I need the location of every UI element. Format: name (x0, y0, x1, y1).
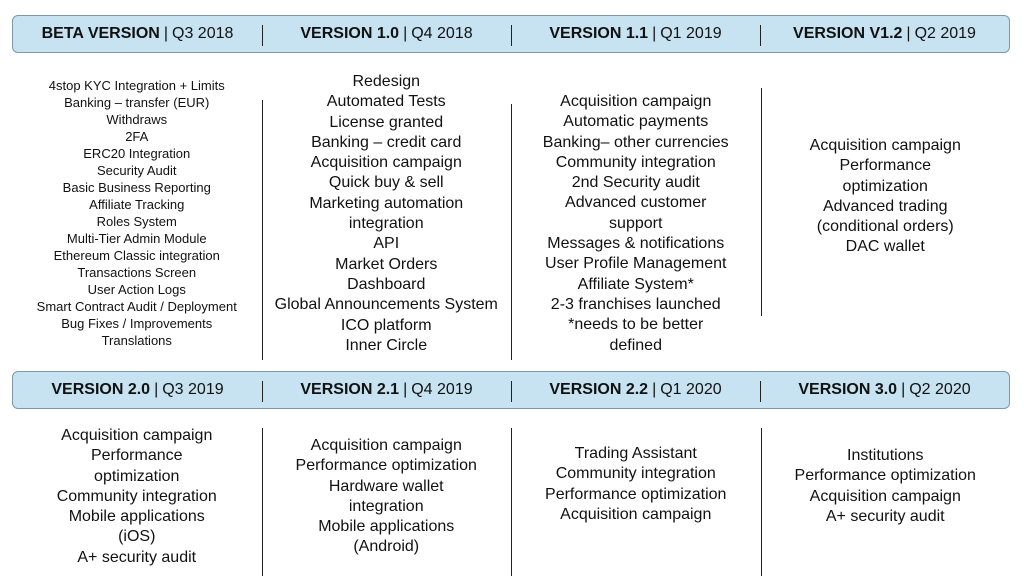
feature-item: Acquisition campaign (310, 154, 462, 172)
feature-item: Advanced trading (822, 197, 948, 215)
feature-item: Market Orders (335, 255, 438, 273)
feature-item: Redesign (352, 73, 421, 90)
version-quarter: Q1 2020 (660, 381, 722, 398)
feature-item: DAC wallet (845, 238, 925, 256)
feature-item: Dashboard (347, 275, 426, 293)
feature-item: Community integration (555, 465, 716, 483)
version-name: VERSION 2.1 (300, 381, 400, 398)
feature-item: License granted (329, 113, 444, 131)
features-version-1-0 (262, 70, 512, 360)
feature-item: support (609, 214, 663, 232)
version-quarter: Q2 2019 (914, 25, 976, 42)
header-separator: | (906, 25, 911, 42)
features-version-2-2 (511, 420, 761, 576)
header-separator: | (403, 25, 408, 42)
feature-list (543, 92, 729, 356)
feature-item: Acquisition campaign (809, 137, 961, 154)
version-name: VERSION 1.1 (549, 25, 649, 42)
feature-item: Banking – credit card (311, 133, 462, 151)
version-quarter: Q3 2018 (172, 25, 234, 42)
version-quarter: Q4 2019 (411, 381, 473, 398)
feature-item: Acquisition campaign (61, 427, 213, 444)
header-separator: | (163, 25, 168, 42)
feature-item: Marketing automation (309, 194, 464, 212)
feature-item: 2FA (125, 129, 149, 144)
feature-item: Banking– other currencies (542, 133, 729, 151)
feature-item: Messages & notifications (547, 235, 725, 253)
column-divider (511, 104, 512, 360)
feature-item: optimization (94, 467, 180, 485)
feature-item: *needs to be better (568, 316, 704, 334)
version-name: VERSION 2.0 (51, 381, 151, 398)
feature-item: Performance (839, 157, 932, 175)
header-version-2-1 (262, 372, 511, 408)
feature-item: Bug Fixes / Improvements (61, 316, 213, 331)
feature-item: Acquisition campaign (809, 487, 961, 505)
roadmap-header-row-2 (12, 371, 1010, 409)
feature-item: Acquisition campaign (310, 437, 462, 454)
feature-item: Performance optimization (545, 485, 727, 503)
feature-list (296, 436, 477, 558)
feature-item: Performance (90, 447, 183, 465)
version-quarter: Q4 2018 (411, 25, 473, 42)
feature-item: optimization (842, 177, 928, 195)
feature-item: Security Audit (97, 163, 177, 178)
header-version-1-0 (262, 16, 511, 52)
feature-item: Affiliate Tracking (89, 197, 185, 212)
feature-item: Withdraws (106, 112, 168, 127)
version-quarter: Q1 2019 (660, 25, 722, 42)
feature-item: API (373, 235, 400, 253)
feature-item: Acquisition campaign (560, 93, 712, 110)
feature-item: Quick buy & sell (328, 174, 444, 192)
feature-item: Global Announcements System (274, 296, 498, 314)
feature-item: Banking – transfer (EUR) (64, 95, 210, 110)
feature-item: integration (348, 497, 424, 515)
feature-item: Hardware wallet (328, 477, 444, 495)
column-divider (761, 428, 762, 576)
feature-item: Mobile applications (318, 518, 455, 536)
feature-item: (conditional orders) (816, 218, 954, 236)
feature-item: Transactions Screen (77, 265, 197, 280)
header-separator: | (403, 381, 408, 398)
feature-item: Mobile applications (68, 508, 205, 526)
column-divider (511, 428, 512, 576)
header-beta-version (13, 16, 262, 52)
version-name: BETA VERSION (41, 25, 160, 42)
feature-item: Automatic payments (563, 113, 709, 131)
feature-item: Multi-Tier Admin Module (66, 231, 207, 246)
feature-item: Affiliate System* (577, 275, 694, 293)
feature-list (275, 72, 498, 356)
feature-item: Inner Circle (345, 336, 428, 354)
feature-item: Performance optimization (295, 457, 477, 475)
feature-item: Smart Contract Audit / Deployment (36, 299, 237, 314)
feature-item: Ethereum Classic integration (53, 248, 220, 263)
features-beta-version (12, 70, 262, 360)
features-version-1-2 (761, 70, 1011, 360)
version-quarter: Q3 2019 (162, 381, 224, 398)
header-version-1-2 (760, 16, 1009, 52)
feature-item: 2nd Security audit (571, 174, 700, 192)
feature-item: Advanced customer (565, 194, 707, 212)
feature-item: 2-3 franchises launched (550, 295, 721, 313)
feature-item: defined (609, 336, 662, 354)
header-separator: | (901, 381, 906, 398)
feature-item: Community integration (555, 153, 716, 171)
features-version-2-0 (12, 420, 262, 576)
feature-list (810, 136, 961, 258)
feature-item: (iOS) (118, 528, 156, 546)
feature-list (57, 426, 217, 568)
column-divider (761, 88, 762, 316)
feature-item: Community integration (56, 487, 217, 505)
feature-item: Trading Assistant (574, 445, 697, 462)
header-version-3-0 (760, 372, 1009, 408)
feature-item: 4stop KYC Integration + Limits (48, 78, 225, 93)
column-divider (262, 428, 263, 576)
header-separator: | (154, 381, 159, 398)
version-name: VERSION 2.2 (549, 381, 649, 398)
column-divider (262, 100, 263, 360)
feature-item: ERC20 Integration (83, 146, 191, 161)
roadmap-features-row-1 (12, 70, 1010, 360)
version-name: VERSION 3.0 (798, 381, 898, 398)
feature-item: User Profile Management (545, 255, 727, 273)
header-version-2-0 (13, 372, 262, 408)
feature-item: Roles System (96, 214, 177, 229)
features-version-3-0 (761, 420, 1011, 576)
header-version-2-2 (511, 372, 760, 408)
feature-item: ICO platform (340, 316, 432, 334)
header-separator: | (652, 25, 657, 42)
feature-item: integration (348, 215, 424, 233)
feature-item: A+ security audit (77, 548, 197, 566)
feature-item: Basic Business Reporting (62, 180, 211, 195)
feature-item: Performance optimization (794, 467, 976, 485)
feature-list (545, 444, 726, 525)
version-quarter: Q2 2020 (909, 381, 971, 398)
feature-item: Acquisition campaign (560, 505, 712, 523)
feature-item: Automated Tests (326, 93, 446, 111)
feature-item: User Action Logs (87, 282, 186, 297)
feature-list (37, 77, 237, 349)
feature-item: A+ security audit (825, 507, 945, 525)
version-name: VERSION V1.2 (793, 25, 903, 42)
feature-item: Translations (101, 333, 172, 348)
roadmap-features-row-2 (12, 420, 1010, 576)
header-separator: | (652, 381, 657, 398)
feature-item: (Android) (353, 538, 420, 556)
feature-item: Institutions (847, 447, 924, 464)
header-version-1-1 (511, 16, 760, 52)
features-version-2-1 (262, 420, 512, 576)
roadmap-header-row-1 (12, 15, 1010, 53)
features-version-1-1 (511, 70, 761, 360)
feature-list (795, 446, 976, 527)
version-name: VERSION 1.0 (300, 25, 400, 42)
